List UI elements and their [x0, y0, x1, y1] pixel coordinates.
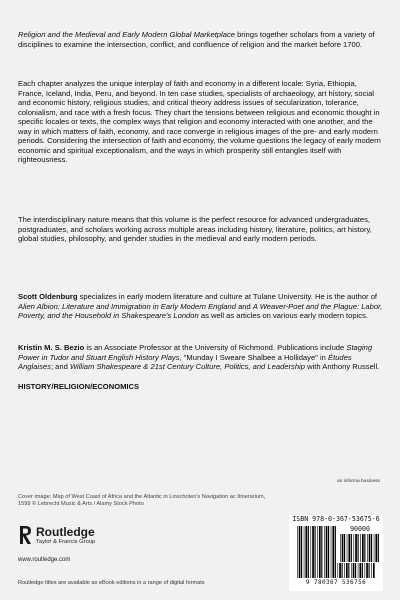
routledge-logo [18, 524, 138, 554]
publisher-name: Routledge [36, 525, 95, 539]
book-title: Staging Power in Tudor and Stuart English History Plays [18, 343, 373, 362]
bio-text: , "Munday I Sweare Shalbee a Hollidaye" in [179, 352, 329, 362]
editor-bio-oldenburg [18, 292, 384, 321]
book-title: A Weaver-Poet and the Plague: Labor, Poverty, and the Household in Shakespeare's London [18, 301, 383, 320]
publisher-url: www.routledge.com [18, 557, 71, 563]
bio-text: and [235, 301, 253, 311]
bio-text: is an Associate Professor at the University of Richmond. Publications include [84, 343, 347, 352]
addon-digits: 90000 [350, 525, 370, 533]
editor-bio-bezio [18, 343, 384, 372]
cover-image-credit: Cover image: Map of West Coast of Africa and the Atlantic in Linschoten's Navigation ac Itinerarium, 1599 © Lebrecht Music & Arts / Alamy Stock Photo [18, 494, 266, 508]
book-title: William Shakespeare & 21st Century Culture, Politics, and Leadership [69, 362, 305, 371]
editor-name: Scott Oldenburg [18, 292, 78, 301]
publisher-group: Taylor & Francis Group [36, 539, 96, 545]
book-title: Alien Albion: Literature and Immigration in Early Modern England [18, 301, 236, 311]
isbn-label: ISBN 978-0-367-53675-6 [292, 515, 380, 523]
ean-digits: 9 780367 536756 [305, 579, 367, 586]
blurb-chapters: Each chapter analyzes the unique interplay of faith and economy in a different locale: Syria, Ethiopia, France, Iceland, India, Peru, and beyond. In ten case studies, specialists of archaeology, art history, social and economic history, religious studies, and critical theory address issues of secularization, tolerance, colonialism, and race with a fresh focus. They chart the tensions between religious and economic thought in specific locales or texts, the complex ways that religion and economy interacted with one another, and the way in which matters of faith, economy, and race converge in religious images of the pre- and early modern periods. Considering the intersection of faith and economy, the volume questions the legacy of early modern economic and spiritual exceptionalism, and the ways in which prosperity still entangles itself with righteousness. [18, 79, 381, 164]
blurb-intro [18, 30, 384, 49]
book-title-inline: Religion and the Medieval and Early Modern Global Marketplace [18, 30, 235, 39]
bio-text: specializes in early modern literature and culture at Tulane University. He is the author of [77, 292, 378, 301]
bio-text: as well as articles on various early modern topics. [198, 311, 368, 320]
subject-categories: HISTORY/RELIGION/ECONOMICS [18, 382, 140, 391]
price-addon-barcode [337, 525, 383, 563]
ebook-footnote: Routledge titles are available as eBook editions in a range of digital formats [18, 580, 205, 586]
routledge-r-icon [18, 524, 33, 546]
editor-name: Kristin M. S. Bezio [18, 343, 85, 352]
informa-tagline: an informa business [337, 479, 380, 484]
journal-title: Études Anglaises [18, 352, 352, 371]
blurb-intro-text: brings together scholars from a variety of disciplines to examine the intersection, conflict, and confluence of religion and the market before 1700. [18, 30, 375, 49]
blurb-audience: The interdisciplinary nature means that this volume is the perfect resource for advanced undergraduates, postgraduates, and scholars working across multiple areas including history, literature, politics, art history, global studies, philosophy, and gender studies in the medieval and early modern periods. [18, 215, 372, 243]
bio-text: ; and [50, 362, 70, 371]
addon-barcode-bars [340, 534, 380, 562]
bio-text: with Anthony Russell. [304, 362, 380, 371]
